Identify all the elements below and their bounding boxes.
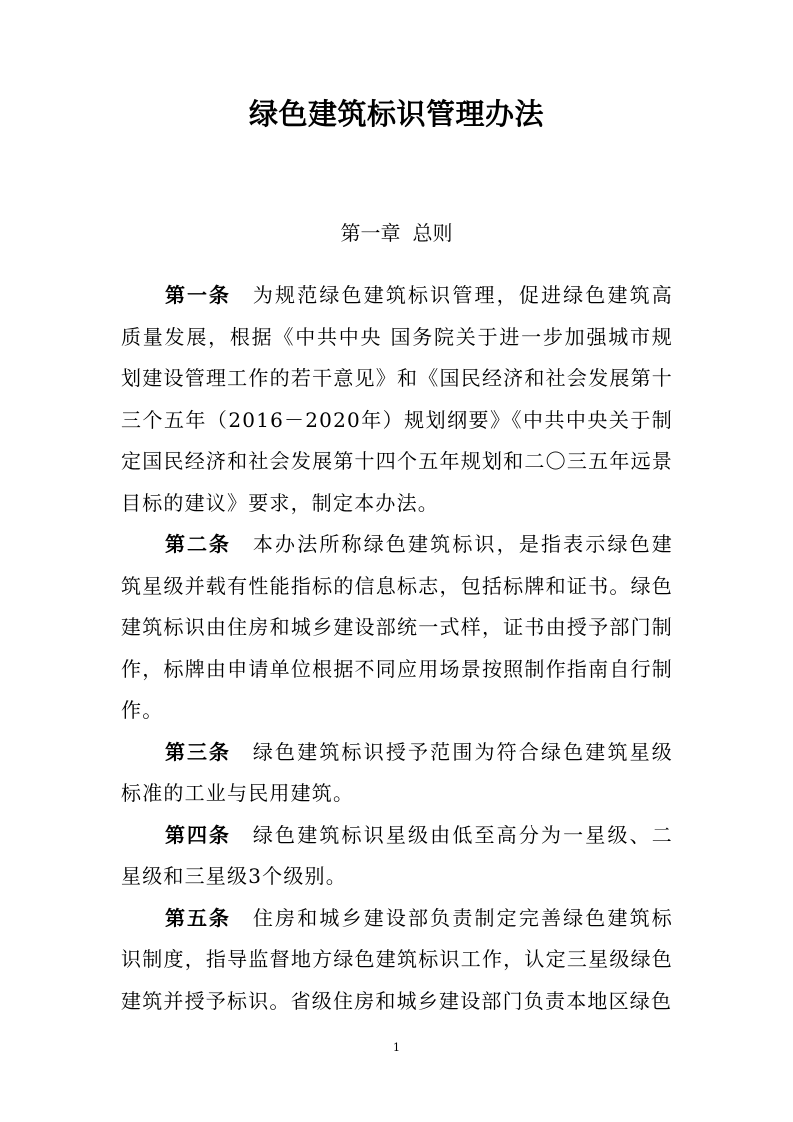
chapter-name: 总则 xyxy=(412,221,453,245)
article-label: 第二条 xyxy=(165,532,231,556)
page-number: 1 xyxy=(393,1041,400,1054)
article-text: 本办法所称绿色建筑标识，是指表示绿色建筑星级并载有性能指标的信息标志，包括标牌和证书。绿色建筑标识由住房和城乡建设部统一式样，证书由授予部门制作，标牌由申请单位根据不同应用场景按照制作指南自行制作。 xyxy=(121,532,673,722)
article-label: 第三条 xyxy=(165,739,231,764)
article-2 xyxy=(121,524,673,732)
document-body xyxy=(121,275,673,1022)
article-3 xyxy=(121,732,673,815)
document-title: 绿色建筑标识管理办法 xyxy=(248,97,544,131)
article-label: 第四条 xyxy=(165,822,231,847)
article-4 xyxy=(121,815,673,898)
article-text: 住房和城乡建设部负责制定完善绿色建筑标识制度，指导监督地方绿色建筑标识工作，认定三星级绿色建筑并授予标识。省级住房和城乡建设部门负责本地区绿色 xyxy=(121,905,673,1013)
article-text: 为规范绿色建筑标识管理，促进绿色建筑高质量发展，根据《中共中央 国务院关于进一步加强城市规划建设管理工作的若干意见》和《国民经济和社会发展第十三个五年（2016－2020年）规划纲要》《中共中央关于制定国民经济和社会发展第十四个五年规划和二〇三五年远景目标的建议》要求，制定本办法。 xyxy=(121,283,673,515)
article-1 xyxy=(121,275,673,524)
chapter-heading xyxy=(0,218,793,248)
article-label: 第五条 xyxy=(165,905,231,930)
article-label: 第一条 xyxy=(165,283,231,307)
article-text: 绿色建筑标识授予范围为符合绿色建筑星级标准的工业与民用建筑。 xyxy=(121,739,673,805)
chapter-number: 第一章 xyxy=(340,221,401,245)
article-5 xyxy=(121,898,673,1023)
article-text: 绿色建筑标识星级由低至高分为一星级、二星级和三星级3个级别。 xyxy=(121,822,673,888)
